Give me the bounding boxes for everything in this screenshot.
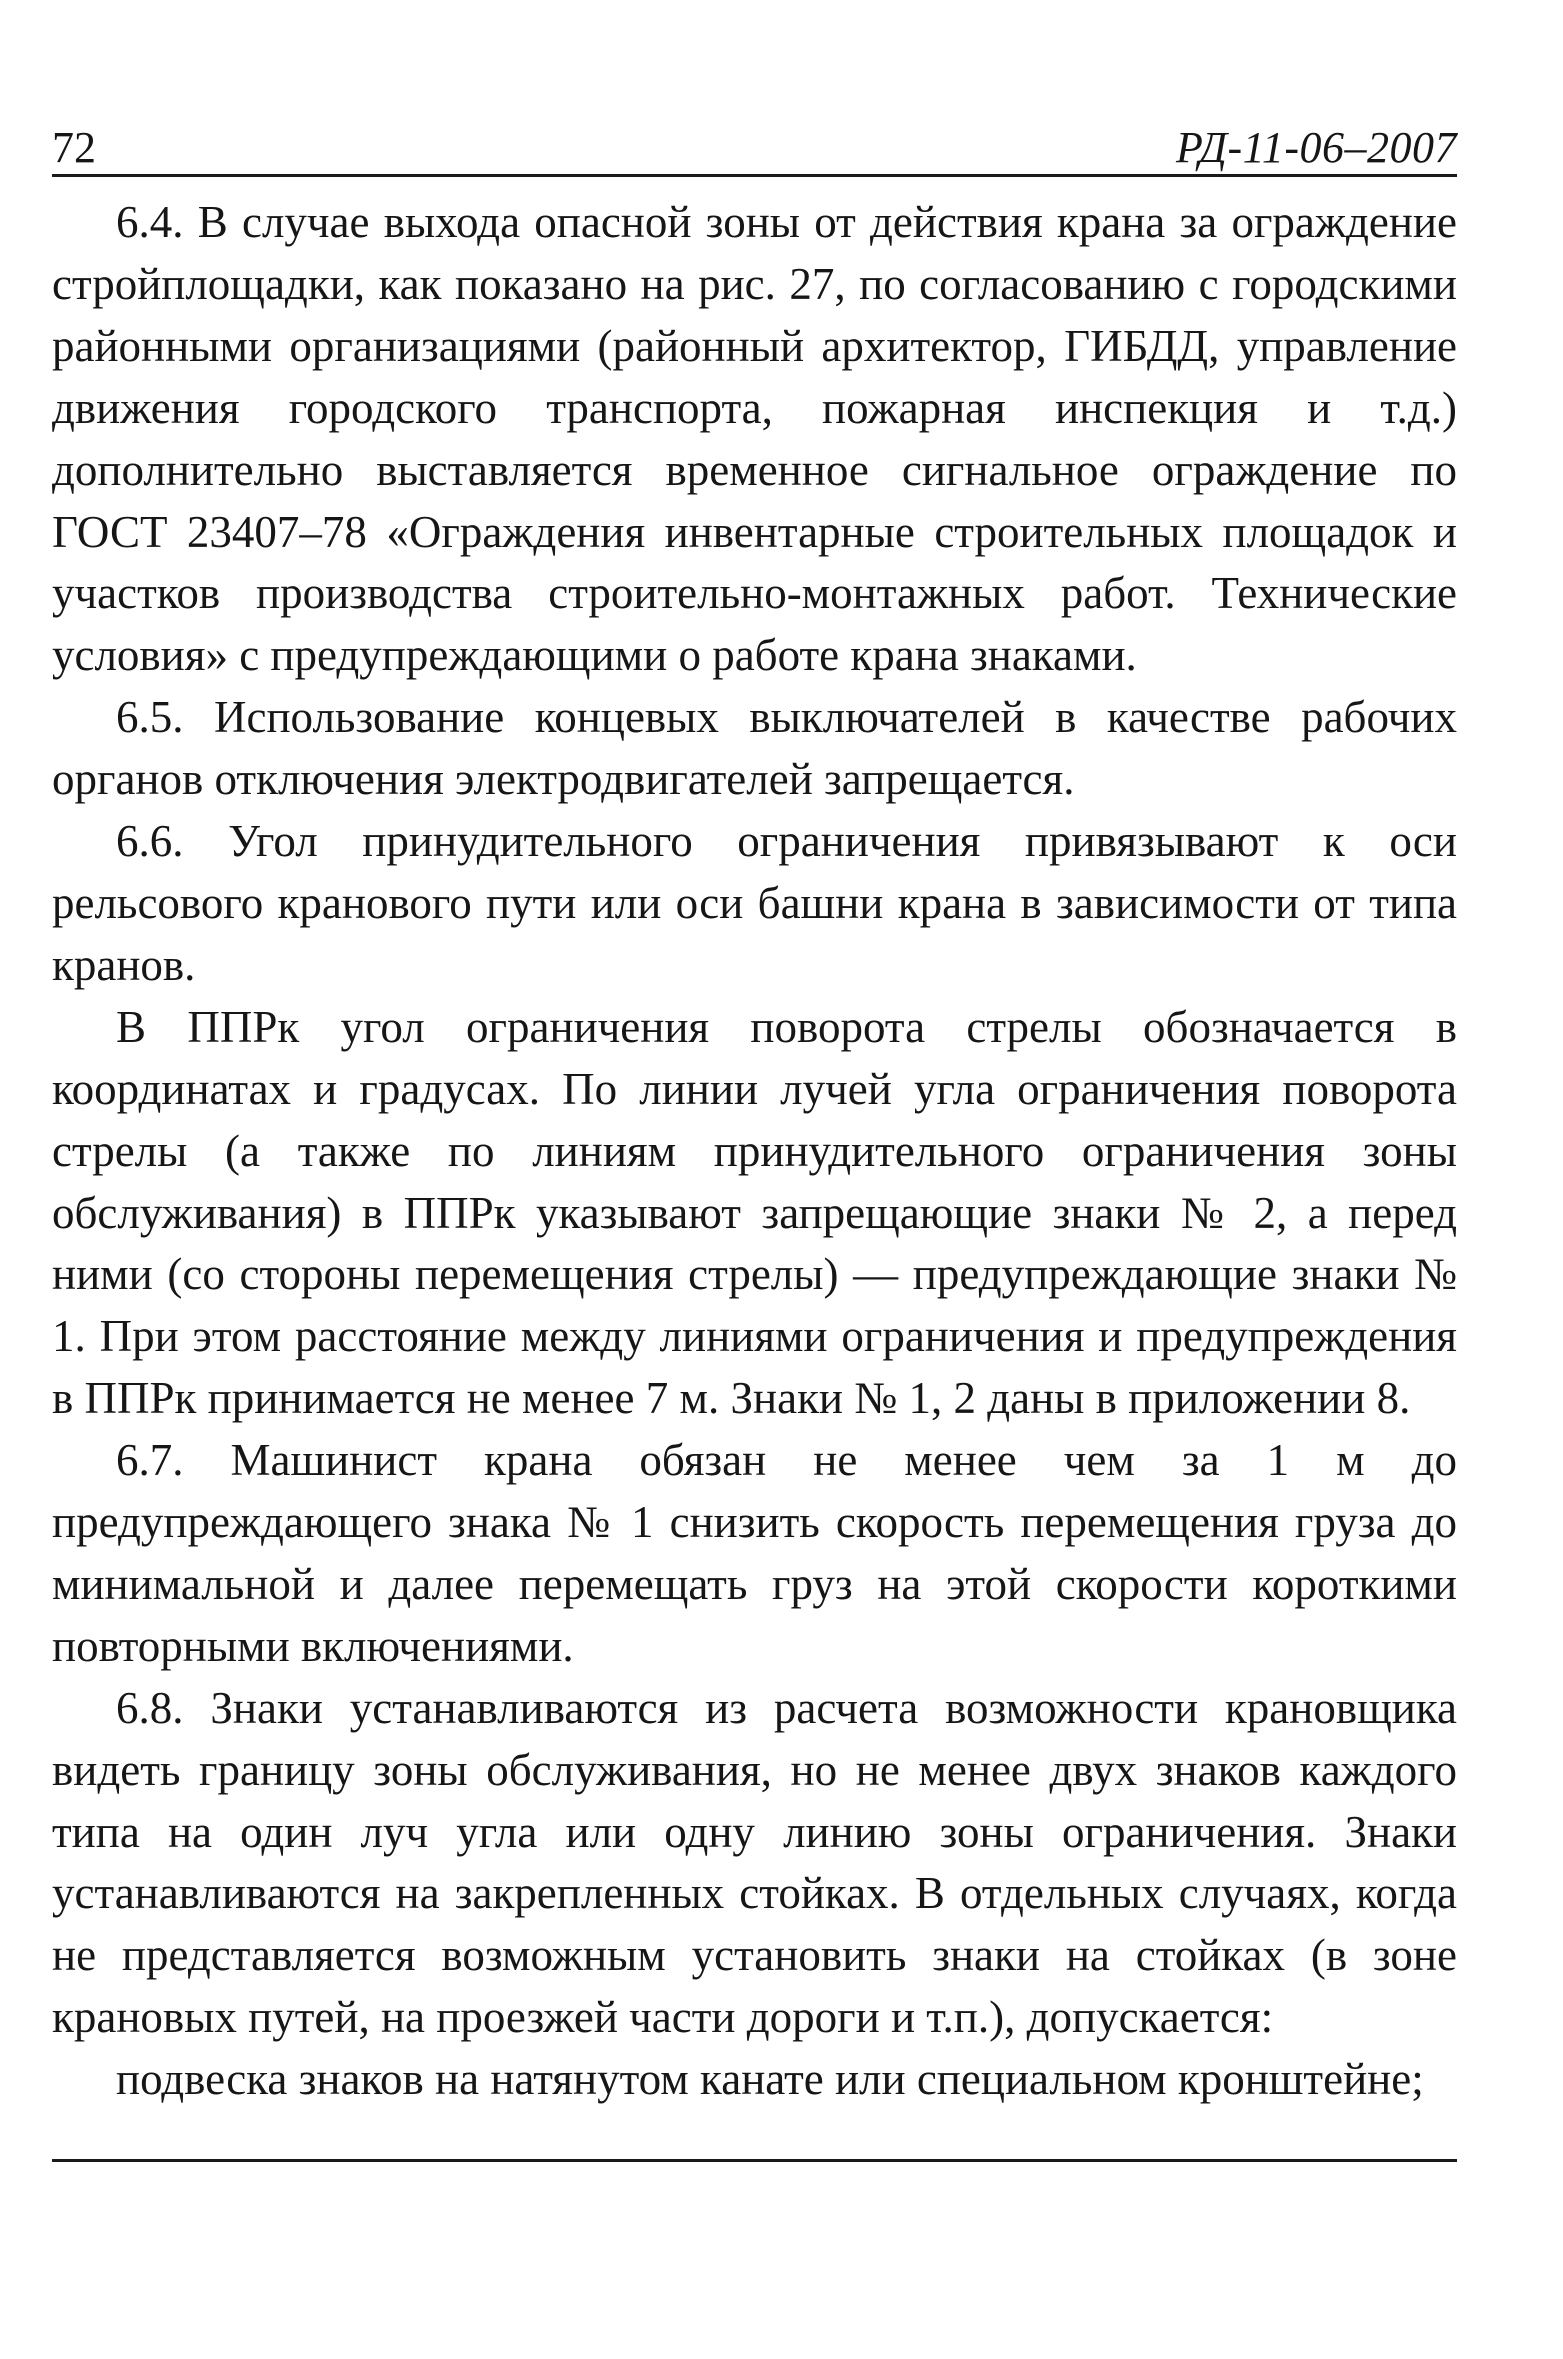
paragraph-6-5: 6.5. Использование концевых выключателей в качестве рабочих органов отключения электродвигателей запрещается. — [52, 692, 1457, 805]
paragraph-sign-suspension: подвеска знаков на натянутом канате или специальном кронштейне; — [116, 2054, 1424, 2105]
paragraph-pprk-angle: В ППРк угол ограничения поворота стрелы обозначается в координатах и градусах. По линии лучей угла ограничения поворота стрелы (а также по линиям принудительного ограничения зоны обслуживания) в ППРк указывают запрещающие знаки № 2, а перед ними (со стороны перемещения стрелы) — предупреждающие знаки № 1. При этом расстояние между линиями ограничения и предупреждения в ППРк принимается не менее 7 м. Знаки № 1, 2 даны в приложении 8. — [52, 1001, 1457, 1424]
body-text — [52, 192, 1457, 2111]
paragraph-6-7: 6.7. Машинист крана обязан не менее чем за 1 м до предупреждающего знака № 1 снизить скорость перемещения груза до минимальной и далее перемещать груз на этой скорости короткими повторными включениями. — [52, 1435, 1457, 1671]
page-header — [52, 108, 1457, 177]
paragraph-6-8: 6.8. Знаки устанавливаются из расчета возможности крановщика видеть границу зоны обслуживания, но не менее двух знаков каждого типа на один луч угла или одну линию зоны ограничения. Знаки устанавливаются на закрепленных стойках. В отдельных случаях, когда не представляется возможным установить знаки на стойках (в зоне крановых путей, на проезжей части дороги и т.п.), допускается: — [52, 1682, 1457, 2043]
paragraph-6-6: 6.6. Угол принудительного ограничения привязывают к оси рельсового кранового пути или оси башни крана в зависимости от типа кранов. — [52, 816, 1457, 990]
page-number: 72 — [52, 123, 96, 172]
footer-rule — [52, 2159, 1457, 2162]
document-code: РД-11-06–2007 — [1175, 123, 1457, 172]
paragraph-6-4: 6.4. В случае выхода опасной зоны от действия крана за ограждение стройплощадки, как показано на рис. 27, по согласованию с городскими районными организациями (районный архитектор, ГИБДД, управление движения городского транспорта, пожарная инспекция и т.д.) дополнительно выставляется временное сигнальное ограждение по ГОСТ 23407–78 «Ограждения инвентарные строительных площадок и участков производства строительно-монтажных работ. Технические условия» с предупреждающими о работе крана знаками. — [52, 197, 1457, 681]
